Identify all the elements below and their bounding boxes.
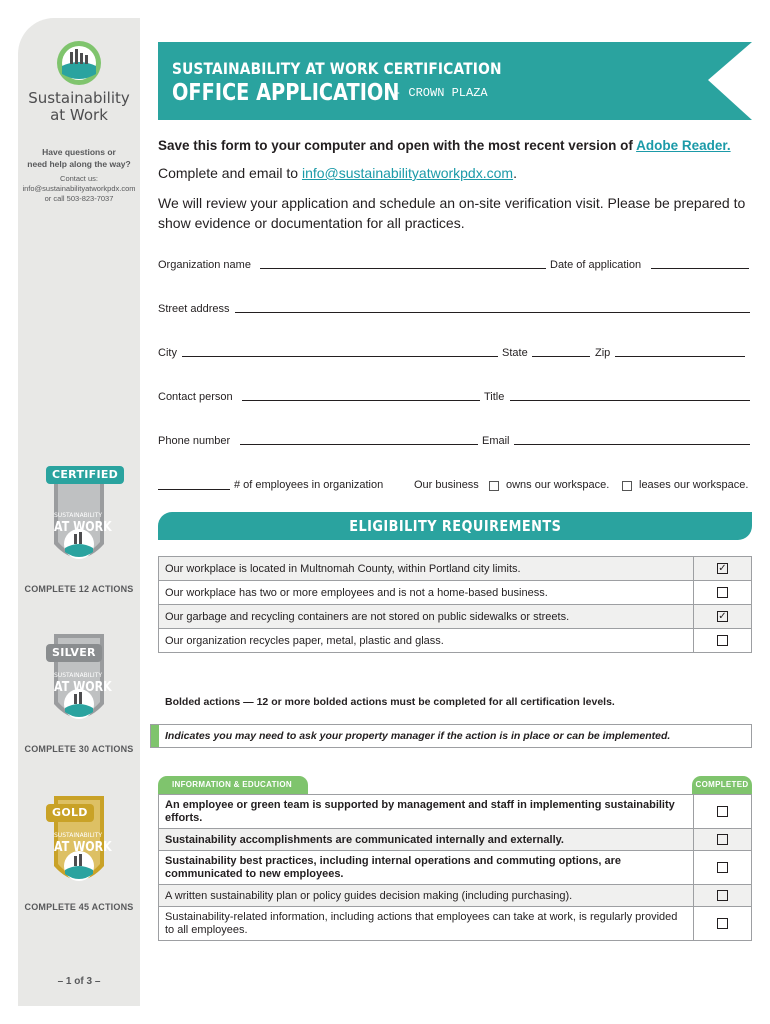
help-contact — [18, 146, 140, 204]
city-label: City — [158, 347, 177, 359]
date-of-application-label: Date of application — [550, 259, 642, 271]
table-row — [159, 795, 752, 829]
eligibility-text: Our garbage and recycling containers are not stored on public sidewalks or streets. — [159, 605, 694, 629]
eligibility-text: Our workplace is located in Multnomah County, within Portland city limits. — [159, 557, 694, 581]
logo-line1: Sustainability — [28, 89, 130, 107]
contact-label: Contact us: — [60, 174, 98, 183]
state-label: State — [502, 347, 528, 359]
information-education-table — [158, 794, 752, 941]
header-banner — [158, 42, 752, 120]
action-checkbox-cell[interactable] — [694, 851, 752, 885]
eligibility-table — [158, 556, 752, 653]
date-of-application-field[interactable] — [651, 268, 749, 269]
eligibility-checkbox[interactable]: ✓ — [718, 563, 727, 575]
completed-tab: COMPLETED — [692, 776, 752, 794]
action-checkbox-cell[interactable] — [694, 829, 752, 851]
action-checkbox-cell[interactable] — [694, 907, 752, 941]
organization-name-label: Organization name — [158, 259, 251, 271]
bolded-actions-note: Bolded actions — 12 or more bolded actions must be completed for all certification levels. — [165, 696, 615, 708]
eligibility-checkbox[interactable] — [717, 587, 728, 598]
action-checkbox-cell[interactable] — [694, 885, 752, 907]
our-business-label: Our business — [414, 479, 479, 491]
table-row — [159, 885, 752, 907]
eligibility-checkbox-cell[interactable] — [694, 629, 752, 653]
logo-line2: at Work — [50, 106, 108, 124]
eligibility-text: Our organization recycles paper, metal, plastic and glass. — [159, 629, 694, 653]
eligibility-checkbox[interactable]: ✓ — [718, 611, 727, 623]
page-title: OFFICE APPLICATION — [172, 80, 400, 106]
email-label: Email — [482, 435, 510, 447]
eligibility-heading — [158, 512, 752, 540]
street-address-label: Street address — [158, 303, 230, 315]
silver-requirement: COMPLETE 30 ACTIONS — [24, 744, 134, 754]
contact-person-field[interactable] — [242, 400, 480, 401]
action-text: An employee or green team is supported by management and staff in implementing sustainability efforts. — [159, 795, 694, 829]
table-row — [159, 557, 752, 581]
eligibility-checkbox-cell[interactable] — [694, 557, 752, 581]
silver-shield-icon — [50, 624, 108, 734]
property-manager-marker — [151, 725, 159, 747]
action-text: A written sustainability plan or policy guides decision making (including purchasing). — [159, 885, 694, 907]
title-field[interactable] — [510, 400, 750, 401]
sidebar — [18, 18, 140, 1006]
badge-certified-line1: SUSTAINABILITY — [54, 512, 103, 519]
sustainability-logo-icon — [56, 40, 102, 86]
action-checkbox[interactable] — [717, 890, 728, 901]
leases-workspace-checkbox[interactable] — [622, 481, 632, 491]
badge-gold-line1: SUSTAINABILITY — [54, 832, 103, 839]
table-row — [159, 629, 752, 653]
table-row — [159, 851, 752, 885]
eligibility-text: Our workplace has two or more employees and is not a home-based business. — [159, 581, 694, 605]
certified-requirement: COMPLETE 12 ACTIONS — [24, 584, 134, 594]
eligibility-checkbox-cell[interactable] — [694, 581, 752, 605]
state-field[interactable] — [532, 356, 590, 357]
title-label: Title — [484, 391, 505, 403]
organization-name-field[interactable] — [260, 268, 546, 269]
intro-line2-end: . — [513, 165, 517, 181]
phone-number-field[interactable] — [240, 444, 478, 445]
leases-workspace-label: leases our workspace. — [639, 479, 749, 491]
owns-workspace-label: owns our workspace. — [506, 479, 610, 491]
intro-line1 — [158, 138, 731, 153]
help-line2: need help along the way? — [27, 159, 131, 169]
table-row — [159, 605, 752, 629]
help-line1: Have questions or — [42, 147, 116, 157]
certified-badge — [50, 464, 119, 579]
gold-badge — [50, 786, 112, 901]
action-text: Sustainability accomplishments are communicated internally and externally. — [159, 829, 694, 851]
action-checkbox[interactable] — [717, 918, 728, 929]
zip-label: Zip — [595, 347, 611, 359]
silver-badge — [50, 624, 112, 739]
action-checkbox-cell[interactable] — [694, 795, 752, 829]
owns-workspace-checkbox[interactable] — [489, 481, 499, 491]
contact-email[interactable]: info@sustainabilityatworkpdx.com — [22, 184, 136, 193]
employees-field[interactable] — [158, 489, 230, 490]
badge-gold-line2: AT WORK — [54, 840, 112, 855]
property-manager-note-text: Indicates you may need to ask your property manager if the action is in place or can be implemented. — [165, 730, 671, 742]
badge-certified-line2: AT WORK — [54, 520, 112, 535]
table-row — [159, 829, 752, 851]
street-address-field[interactable] — [235, 312, 750, 313]
contact-phone: or call 503-823-7037 — [44, 194, 114, 203]
information-education-tab: INFORMATION & EDUCATION — [158, 776, 308, 794]
logo — [18, 40, 140, 124]
badge-tab-certified: CERTIFIED — [46, 466, 124, 484]
property-manager-note — [150, 724, 752, 748]
intro-line3: We will review your application and schedule an on-site verification visit. Please be prepared to show evidence or documentation for all practices. — [158, 195, 746, 231]
banner-title-line1: SUSTAINABILITY AT WORK CERTIFICATION — [172, 59, 502, 78]
action-checkbox[interactable] — [717, 834, 728, 845]
badge-silver-line2: AT WORK — [54, 680, 112, 695]
action-text: Sustainability best practices, including internal operations and commuting options, are communicated to new employees. — [159, 851, 694, 885]
eligibility-checkbox[interactable] — [717, 635, 728, 646]
email-field[interactable] — [514, 444, 750, 445]
page-number: – 1 of 3 – — [57, 976, 101, 987]
contact-person-label: Contact person — [158, 391, 233, 403]
city-field[interactable] — [182, 356, 498, 357]
adobe-reader-link[interactable]: Adobe Reader. — [636, 138, 731, 153]
action-checkbox[interactable] — [717, 862, 728, 873]
table-row — [159, 907, 752, 941]
badge-tab-silver: SILVER — [46, 644, 102, 662]
action-checkbox[interactable] — [717, 806, 728, 817]
organization-fill[interactable]: - CROWN PLAZA — [394, 86, 488, 100]
eligibility-checkbox-cell[interactable] — [694, 605, 752, 629]
action-text: Sustainability-related information, including actions that employees can take at work, is regularly provided to all employees. — [159, 907, 694, 941]
intro-line1-text: Save this form to your computer and open with the most recent version of — [158, 138, 637, 153]
gold-requirement: COMPLETE 45 ACTIONS — [24, 902, 134, 912]
email-link[interactable]: info@sustainabilityatworkpdx.com — [301, 165, 514, 181]
eligibility-heading-text: ELIGIBILITY REQUIREMENTS — [348, 517, 562, 535]
badge-silver-line1: SUSTAINABILITY — [54, 672, 103, 679]
phone-number-label: Phone number — [158, 435, 231, 447]
employees-label: # of employees in organization — [234, 479, 384, 491]
intro-line2-text: Complete and email to — [158, 165, 302, 181]
badge-tab-gold: GOLD — [46, 804, 94, 822]
table-row — [159, 581, 752, 605]
zip-field[interactable] — [615, 356, 745, 357]
intro-line2 — [158, 165, 517, 181]
